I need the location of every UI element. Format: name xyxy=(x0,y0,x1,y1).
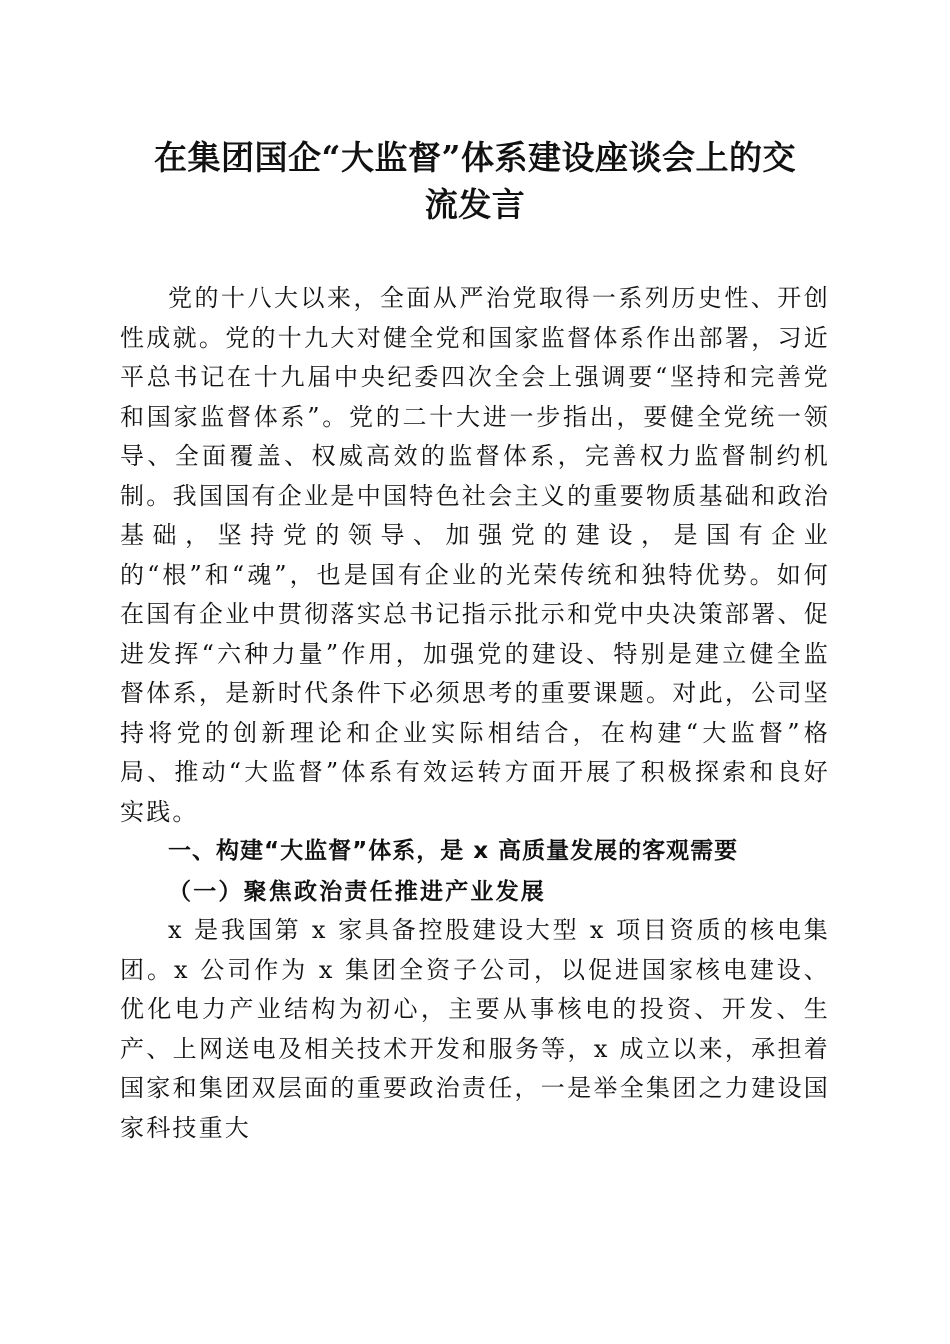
page-title xyxy=(100,134,850,228)
title-line-1: 在集团国企“大监督”体系建设座谈会上的交 xyxy=(154,138,796,177)
paragraph-intro: 党的十八大以来，全面从严治党取得一系列历史性、开创性成就。党的十九大对健全党和国家监督体系作出部署，习近平总书记在十九届中央纪委四次全会上强调要“坚持和完善党和国家监督体系”。党的二十大进一步指出，要健全党统一领导、全面覆盖、权威高效的监督体系，完善权力监督制约机制。我国国有企业是中国特色社会主义的重要物质基础和政治基础，坚持党的领导、加强党的建设，是国有企业的“根”和“魂”，也是国有企业的光荣传统和独特优势。如何在国有企业中贯彻落实总书记指示批示和党中央决策部署、促进发挥“六种力量”作用，加强党的建设、特别是建立健全监督体系，是新时代条件下必须思考的重要课题。对此，公司坚持将党的创新理论和企业实际相结合，在构建“大监督”格局、推动“大监督”体系有效运转方面开展了积极探索和良好实践。 xyxy=(120,284,830,826)
section-heading-1: 一、构建“大监督”体系，是 x 高质量发展的客观需要 xyxy=(168,838,739,864)
subsection-heading-1: （一）聚焦政治责任推进产业发展 xyxy=(168,877,546,905)
paragraph-company: x 是我国第 x 家具备控股建设大型 x 项目资质的核电集团。x 公司作为 x 集团全资子公司，以促进国家核电建设、优化电力产业结构为初心，主要从事核电的投资、开发、生产、上网送电及相关技术开发和服务等，x 成立以来，承担着国家和集团双层面的重要政治责任，一是举全集团之力建设国家科技重大 xyxy=(120,916,830,1142)
document-body xyxy=(120,279,830,1148)
title-line-2: 流发言 xyxy=(424,185,526,224)
